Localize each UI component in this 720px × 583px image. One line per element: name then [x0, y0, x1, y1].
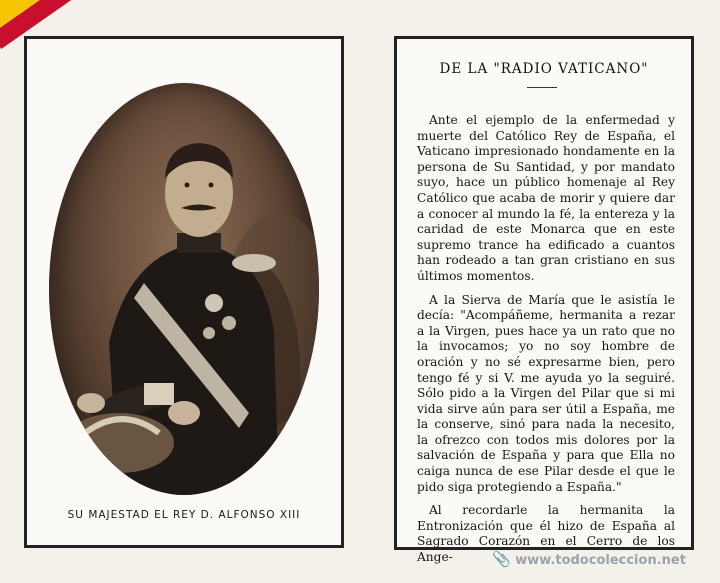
- portrait-illustration: [49, 83, 319, 495]
- paragraph: Ante el ejemplo de la enfermedad y muerte del Católico Rey de España, el Vaticano impresionado hondamente en la persona de Su Santidad, y por mandato suyo, hace un público homenaje al Rey Católico que acaba de morir y quiere dar a conocer al mundo la fé, la entereza y la caridad de este Monarca que en este supremo trance ha edificado a cuantos han rodeado a tan gran cristiano en sus últimos momentos.: [417, 113, 675, 283]
- title-divider: [527, 87, 557, 88]
- paragraph: A la Sierva de María que le asistía le decía: "Acompáñeme, hermanita a rezar a la Virgen, pues hace ya un rato que no la invocamos; yo no soy hombre de oración y no sé expresarme bien, pero tengo fé y si V. me ayuda yo la seguiré. Sólo pido a la Virgen del Pilar que si mi vida sirve aún para ser útil a España, me la conserve, sinó para nada la necesito, la ofrezco con todos mis dolores por la salvación de España y para que Ella no caiga nunca de ese Pilar desde el que le pido siga protegiendo a España.": [417, 292, 675, 494]
- paragraph: Al recordarle la hermanita la Entronización que él hizo de España al Sagrado Corazón en el Cerro de los Ange-: [417, 503, 675, 565]
- watermark-text: www.todocoleccion.net: [515, 553, 686, 568]
- text-card-body: [417, 113, 675, 574]
- portrait-frame: [37, 77, 329, 517]
- text-card-title: DE LA "RADIO VATICANO": [439, 61, 649, 77]
- todocoleccion-logo-icon: 📎: [492, 550, 511, 568]
- portrait-card: [24, 36, 344, 548]
- king-portrait-photo: [49, 83, 319, 495]
- watermark: [492, 550, 686, 568]
- portrait-caption: SU MAJESTAD EL REY D. ALFONSO XIII: [67, 509, 301, 521]
